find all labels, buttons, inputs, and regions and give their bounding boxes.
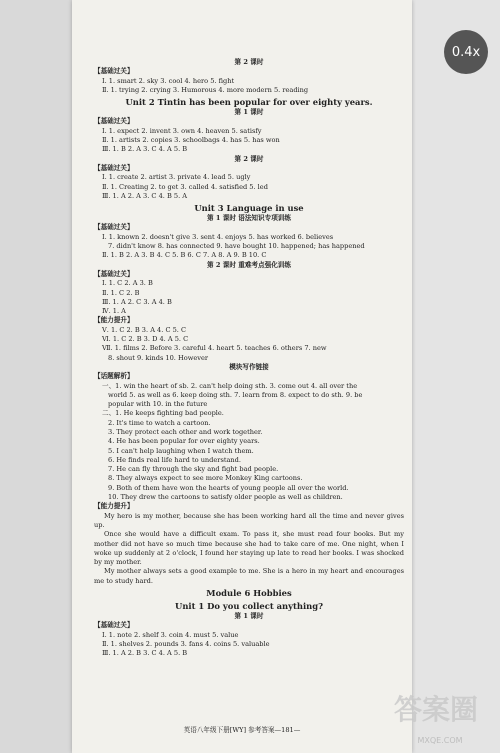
lesson-heading: 模块写作链接 xyxy=(229,362,269,371)
answer-line: Ⅱ. 1. artists 2. copies 3. schoolbags 4. has 5. has won xyxy=(102,136,280,145)
lesson-heading: 第 2 课时 重难考点强化训练 xyxy=(206,260,291,269)
unit-heading: Unit 1 Do you collect anything? xyxy=(175,601,323,612)
answer-line: Ⅳ. 1. A xyxy=(102,307,126,316)
answer-line: Ⅰ. 1. create 2. artist 3. private 4. lead 5. ugly xyxy=(102,173,251,182)
zoom-level-badge[interactable]: 0.4x xyxy=(444,30,488,74)
lesson-heading: 第 1 课时 xyxy=(234,612,264,621)
answer-line: Ⅱ. 1. C 2. B xyxy=(102,288,140,297)
answer-line: Ⅶ. 1. films 2. Before 3. careful 4. heart 5. teaches 6. others 7. new xyxy=(102,344,327,353)
section-label: 【基础过关】 xyxy=(94,621,134,630)
section-label: 【话题解析】 xyxy=(94,372,134,381)
answer-line: 5. I can't help laughing when I watch them. xyxy=(108,446,254,455)
unit-heading: Unit 3 Language in use xyxy=(194,203,304,214)
document-page xyxy=(72,0,412,753)
answer-line: Ⅴ. 1. C 2. B 3. A 4. C 5. C xyxy=(102,325,187,334)
lesson-heading: 第 2 课时 xyxy=(234,154,264,163)
unit-heading: Module 6 Hobbies xyxy=(206,588,292,599)
answer-line: 7. didn't know 8. has connected 9. have bought 10. happened; has happened xyxy=(108,242,365,251)
answer-line: Ⅰ. 1. known 2. doesn't give 3. sent 4. enjoys 5. has worked 6. believes xyxy=(102,232,334,241)
page-footer: 英语八年级下册[WY] 参考答案—181— xyxy=(183,726,301,734)
answer-line: Once she would have a difficult exam. To pass it, she must read four books. But my mother did not have so much time because she had to take care of me. One night, when I woke up suddenly at 2 o'clock, I found her staying up late to read her books. I was shocked by my mother. xyxy=(94,530,404,567)
answer-line: Ⅰ. 1. note 2. shelf 3. coin 4. must 5. value xyxy=(102,630,239,639)
answer-line: 8. They always expect to see more Monkey King cartoons. xyxy=(108,474,303,483)
watermark-logo: 答案圈 xyxy=(393,693,478,726)
lesson-heading: 第 1 课时 xyxy=(234,108,264,117)
answer-line: Ⅲ. 1. B 2. A 3. C 4. A 5. B xyxy=(102,145,188,154)
answer-line: 10. They drew the cartoons to satisfy older people as well as children. xyxy=(108,493,343,502)
section-label: 【基础过关】 xyxy=(94,223,134,232)
answer-line: Ⅵ. 1. C 2. B 3. D 4. A 5. C xyxy=(102,335,189,344)
answer-line: Ⅱ. 1. shelves 2. pounds 3. fans 4. coins 5. valuable xyxy=(102,639,270,648)
answer-line: Ⅱ. 1. B 2. A 3. B 4. C 5. B 6. C 7. A 8. A 9. B 10. C xyxy=(102,251,267,260)
answer-line: Ⅰ. 1. C 2. A 3. B xyxy=(102,279,153,288)
section-label: 【能力提升】 xyxy=(94,502,134,511)
section-label: 【基础过关】 xyxy=(94,67,134,76)
answer-line: world 5. as well as 6. keep doing sth. 7. learn from 8. expect to do sth. 9. be xyxy=(108,390,363,399)
answer-line: popular with 10. in the future xyxy=(108,400,208,409)
watermark-url: MXQE.COM xyxy=(417,736,463,745)
answer-line: 二、1. He keeps fighting bad people. xyxy=(102,409,224,418)
answer-line: 4. He has been popular for over eighty years. xyxy=(108,437,260,446)
section-label: 【基础过关】 xyxy=(94,117,134,126)
answer-line: 3. They protect each other and work together. xyxy=(108,427,263,436)
answer-line: My mother always sets a good example to me. She is a hero in my heart and encourages me to study hard. xyxy=(94,567,404,585)
answer-line: Ⅲ. 1. A 2. A 3. C 4. B 5. A xyxy=(102,191,188,200)
lesson-heading: 第 2 课时 xyxy=(234,58,264,66)
viewer-side-panel xyxy=(412,0,500,753)
answer-line: Ⅱ. 1. Creating 2. to get 3. called 4. satisfied 5. led xyxy=(102,182,268,191)
lesson-heading: 第 1 课时 语法知识专项训练 xyxy=(206,214,291,223)
section-label: 【能力提升】 xyxy=(94,316,134,325)
answer-line: 9. Both of them have won the hearts of young people all over the world. xyxy=(108,483,349,492)
answer-line: 2. It's time to watch a cartoon. xyxy=(108,418,211,427)
answer-line: Ⅱ. 1. trying 2. crying 3. Humorous 4. more modern 5. reading xyxy=(102,85,309,94)
answer-line: Ⅰ. 1. smart 2. sky 3. cool 4. hero 5. fight xyxy=(102,76,235,85)
answer-line: Ⅲ. 1. A 2. C 3. A 4. B xyxy=(102,297,172,306)
section-label: 【基础过关】 xyxy=(94,163,134,172)
answer-line: Ⅲ. 1. A 2. B 3. C 4. A 5. B xyxy=(102,649,188,658)
answer-line: 8. shout 9. kinds 10. However xyxy=(108,353,209,362)
answer-line: 一、1. win the heart of sb. 2. can't help doing sth. 3. come out 4. all over the xyxy=(102,381,358,390)
answer-content xyxy=(94,58,404,659)
answer-line: 6. He finds real life hard to understand. xyxy=(108,455,241,464)
unit-heading: Unit 2 Tintin has been popular for over eighty years. xyxy=(125,97,373,108)
answer-line: My hero is my mother, because she has been working hard all the time and never gives up. xyxy=(94,511,404,529)
answer-line: 7. He can fly through the sky and fight bad people. xyxy=(108,465,279,474)
section-label: 【基础过关】 xyxy=(94,269,134,278)
answer-line: Ⅰ. 1. expect 2. invent 3. own 4. heaven 5. satisfy xyxy=(102,126,262,135)
